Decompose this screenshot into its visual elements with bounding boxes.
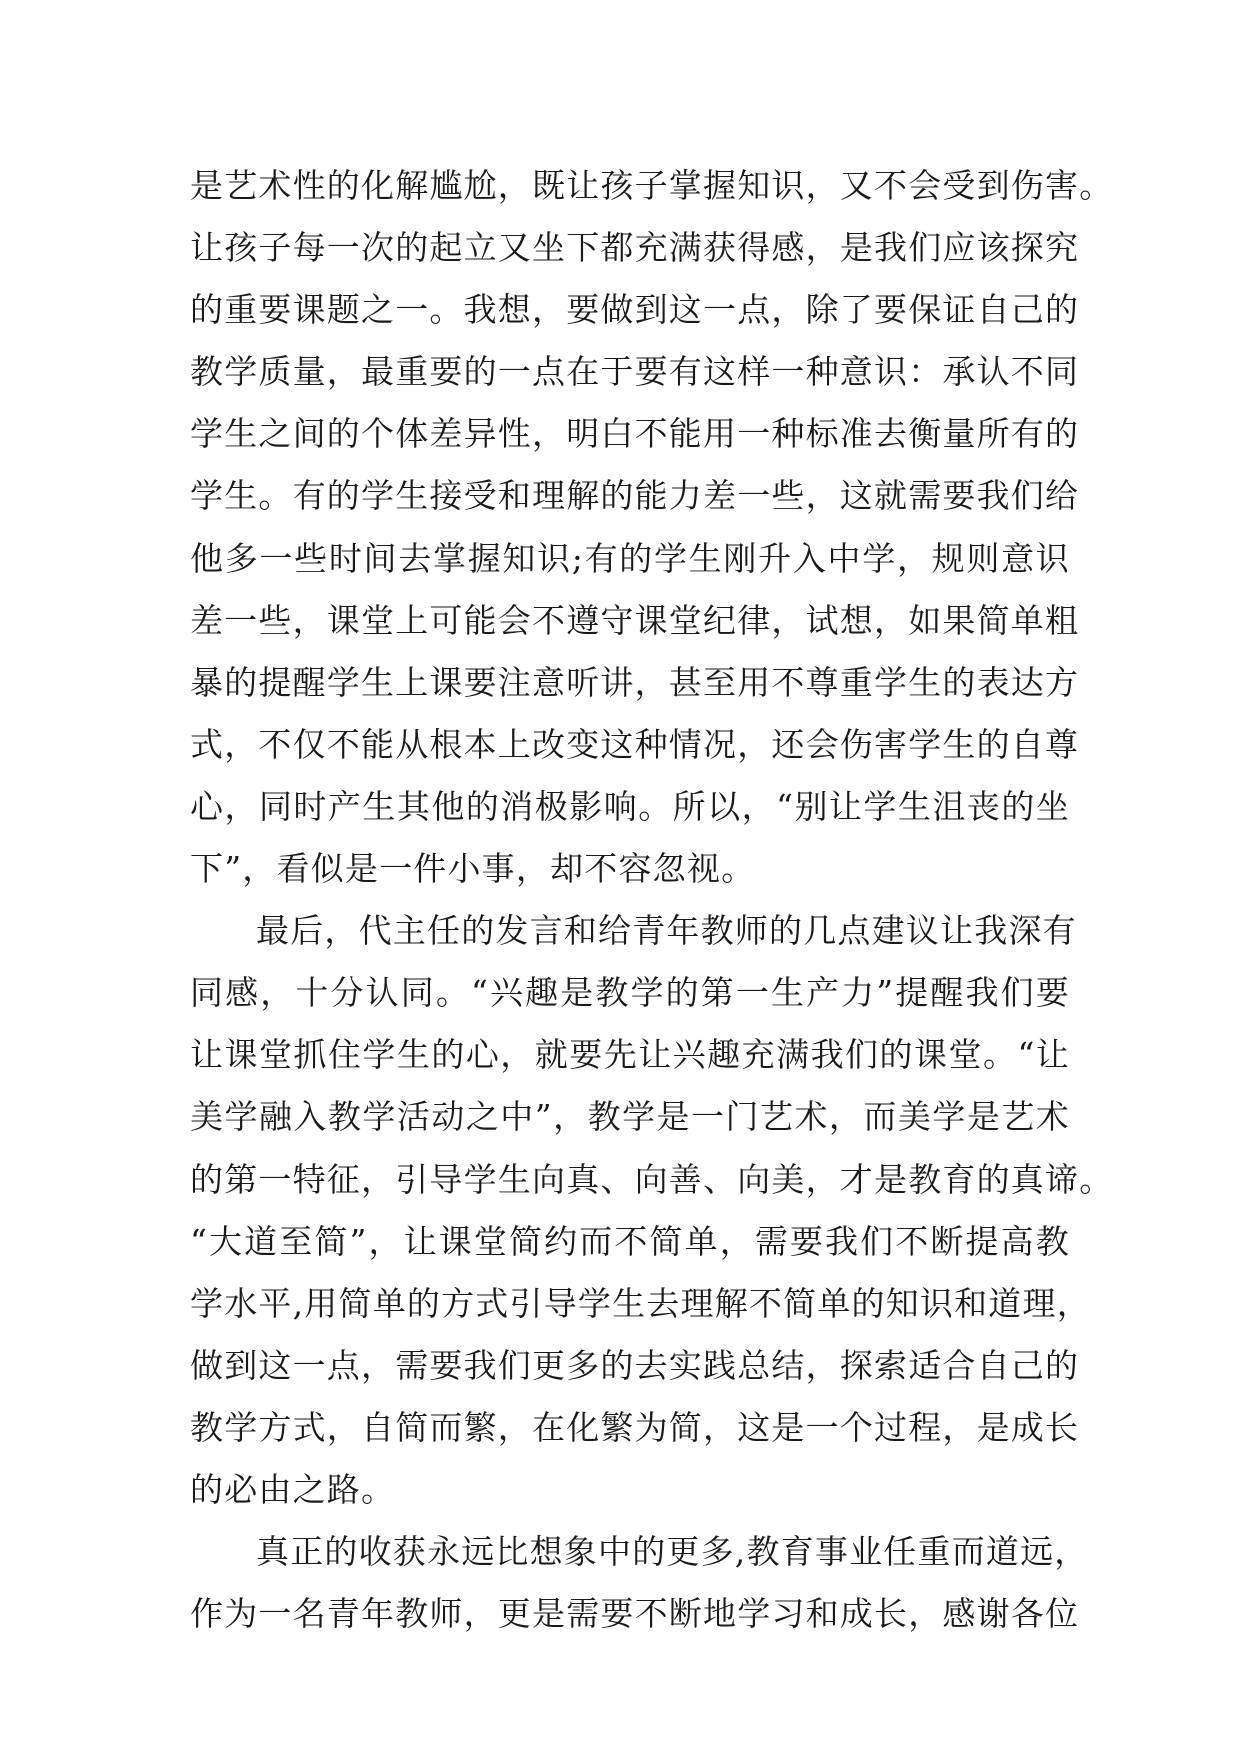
text-line: 他多一些时间去掌握知识;有的学生刚升入中学，规则意识 (190, 538, 1070, 578)
text-line: 最后，代主任的发言和给青年教师的几点建议让我深有 (256, 911, 1077, 951)
text-line: 式，不仅不能从根本上改变这种情况，还会伤害学生的自尊 (190, 724, 1080, 764)
text-line: 学水平,用简单的方式引导学生去理解不简单的知识和道理， (190, 1283, 1091, 1323)
text-line: 做到这一点，需要我们更多的去实践总结，探索适合自己的 (190, 1345, 1080, 1385)
text-line: 暴的提醒学生上课要注意听讲，甚至用不尊重学生的表达方 (190, 662, 1080, 702)
text-line: 是艺术性的化解尴尬，既让孩子掌握知识，又不会受到伤害。 (190, 166, 1114, 205)
body-text (190, 155, 1114, 1645)
text-line: 下”，看似是一件小事，却不容忽视。 (190, 849, 756, 889)
text-line: 教学方式，自简而繁，在化繁为简，这是一个过程，是成长 (190, 1407, 1080, 1447)
text-line: 差一些，课堂上可能会不遵守课堂纪律，试想，如果简单粗 (190, 600, 1080, 640)
text-line: 的必由之路。 (190, 1469, 396, 1509)
text-line: 同感，十分认同。“兴趣是教学的第一生产力”提醒我们要 (190, 973, 1070, 1013)
text-line: “大道至简”，让课堂简约而不简单，需要我们不断提高教 (190, 1221, 1070, 1261)
text-line: 作为一名青年教师，更是需要不断地学习和成长，感谢各位 (190, 1594, 1080, 1634)
text-line: 心，同时产生其他的消极影响。所以，“别让学生沮丧的坐 (190, 786, 1070, 826)
text-line: 真正的收获永远比想象中的更多,教育事业任重而道远， (256, 1532, 1089, 1572)
text-line: 学生。有的学生接受和理解的能力差一些，这就需要我们给 (190, 476, 1080, 516)
text-line: 美学融入教学活动之中”，教学是一门艺术，而美学是艺术 (190, 1097, 1070, 1137)
text-line: 学生之间的个体差异性，明白不能用一种标准去衡量所有的 (190, 414, 1080, 454)
text-line: 的第一特征，引导学生向真、向善、向美，才是教育的真谛。 (190, 1159, 1114, 1199)
text-line: 教学质量，最重要的一点在于要有这样一种意识：承认不同 (190, 352, 1080, 392)
text-line: 让孩子每一次的起立又坐下都充满获得感，是我们应该探究 (190, 228, 1080, 268)
text-line: 的重要课题之一。我想，要做到这一点，除了要保证自己的 (190, 290, 1080, 330)
text-line: 让课堂抓住学生的心，就要先让兴趣充满我们的课堂。“让 (190, 1035, 1070, 1075)
